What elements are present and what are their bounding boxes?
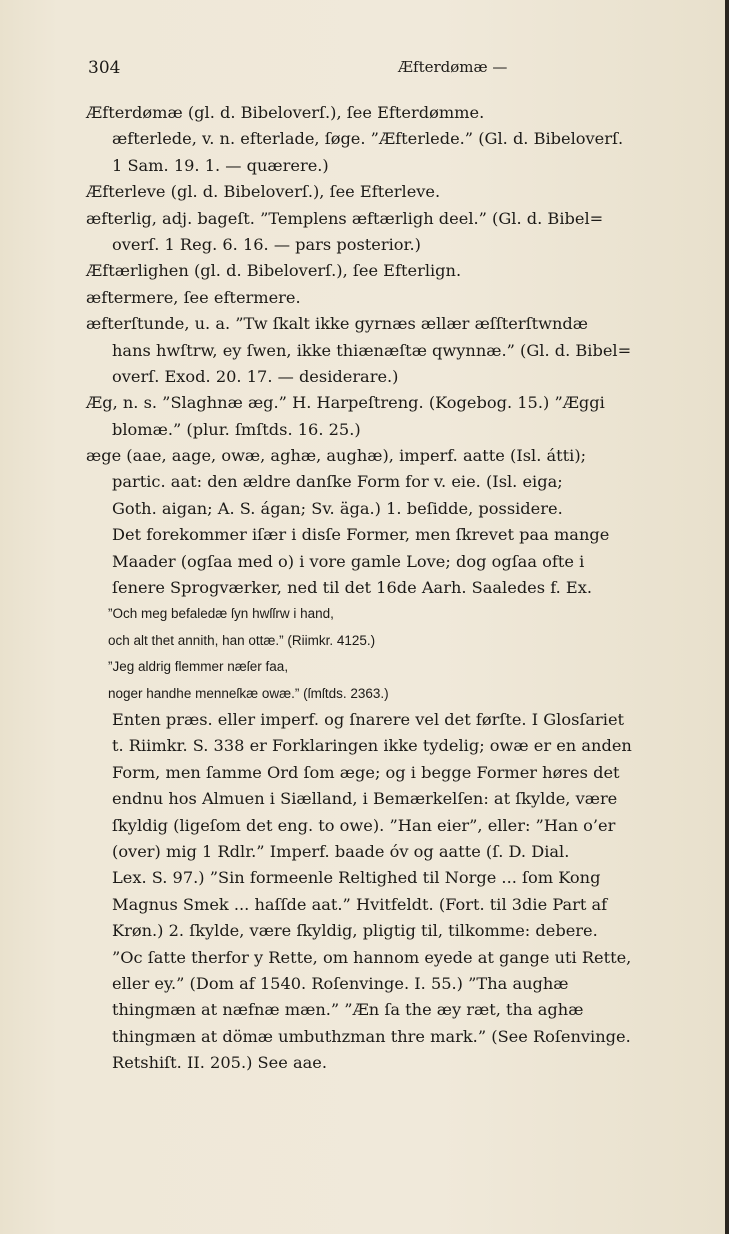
text-line: ”Oc ſatte therfor y Rette, om hannom eyede at gange uti Rette, bbox=[112, 947, 632, 967]
dictionary-entries bbox=[86, 100, 706, 1076]
quote-line: och alt thet annith, han ottæ.” (Riimkr. 4125.) bbox=[108, 632, 376, 648]
text-line: thingmæn at næfnæ mæn.” ”Æn ſa the æy ræt, tha aghæ bbox=[112, 1000, 584, 1020]
text-line: Retshiſt. II. 205.) See aae. bbox=[112, 1053, 327, 1073]
text-line: ſkyldig (ligeſom det eng. to owe). ”Han eier”, eller: ”Han o’er bbox=[112, 815, 616, 835]
text-line: endnu hos Almuen i Siælland, i Bemærkelſen: at ſkylde, være bbox=[112, 789, 618, 809]
text-line: æfterlig, adj. bageſt. ”Templens æftærligh deel.” (Gl. d. Bibel= bbox=[86, 208, 604, 228]
text-line: Form, men ſamme Ord ſom æge; og i begge Former høres det bbox=[112, 762, 620, 782]
text-line: (over) mig 1 Rdlr.” Imperf. baade óv og aatte (ſ. D. Dial. bbox=[112, 841, 570, 861]
text-line: Æftærlighen (gl. d. Bibeloverſ.), ſee Efterlign. bbox=[86, 261, 462, 281]
text-line: æfterſtunde, u. a. ”Tw ſkalt ikke gyrnæs ællær æſſterſtwndæ bbox=[86, 314, 588, 334]
page-header bbox=[88, 58, 669, 84]
text-line: Æfterleve (gl. d. Bibeloverſ.), ſee Efterleve. bbox=[86, 182, 441, 202]
page-number: 304 bbox=[88, 58, 121, 78]
text-line: Magnus Smek ... haſſde aat.” Hvitfeldt. (Fort. til 3die Part af bbox=[112, 894, 608, 914]
text-line: Æg, n. s. ”Slaghnæ æg.” H. Harpeſtreng. (Kogebog. 15.) ”Æggi bbox=[86, 393, 605, 413]
text-line: Maader (ogſaa med o) i vore gamle Love; dog ogſaa ofte i bbox=[112, 551, 585, 571]
quote-line: ”Jeg aldrig flemmer næſer faa, bbox=[108, 659, 289, 675]
running-head: Æfterdømæ — bbox=[398, 58, 508, 76]
text-line: overſ. Exod. 20. 17. — desiderare.) bbox=[112, 366, 399, 386]
text-line: t. Riimkr. S. 338 er Forklaringen ikke tydelig; owæ er en anden bbox=[112, 736, 632, 756]
text-line: hans hwſtrw, ey ſwen, ikke thiænæſtæ qwynnæ.” (Gl. d. Bibel= bbox=[112, 340, 632, 360]
text-line: overſ. 1 Reg. 6. 16. — pars posterior.) bbox=[112, 234, 421, 254]
text-line: blomæ.” (plur. ſmſtds. 16. 25.) bbox=[112, 419, 361, 439]
text-line: Goth. aigan; A. S. ágan; Sv. äga.) 1. beſidde, possidere. bbox=[112, 498, 563, 518]
text-line: ſenere Sprogværker, ned til det 16de Aarh. Saaledes f. Ex. bbox=[112, 578, 593, 598]
text-line: æfterlede, v. n. efterlade, ſøge. ”Æfterlede.” (Gl. d. Bibeloverſ. bbox=[112, 129, 624, 149]
text-line: Lex. S. 97.) ”Sin formeenle Reltighed til Norge ... ſom Kong bbox=[112, 868, 601, 888]
text-line: Krøn.) 2. ſkylde, være ſkyldig, pligtig til, tilkomme: debere. bbox=[112, 921, 598, 941]
text-line: eller ey.” (Dom af 1540. Roſenvinge. I. 55.) ”Tha aughæ bbox=[112, 973, 569, 993]
text-line: æftermere, ſee eftermere. bbox=[86, 287, 301, 307]
text-line: thingmæn at dömæ umbuthzman thre mark.” (See Roſenvinge. bbox=[112, 1026, 631, 1046]
quote-line: noger handhe menneſkæ owæ.” (ſmſtds. 2363.) bbox=[108, 685, 389, 701]
text-line: 1 Sam. 19. 1. — quærere.) bbox=[112, 155, 329, 175]
page-edge bbox=[725, 0, 729, 1234]
text-line: Enten præs. eller imperf. og ſnarere vel det førſte. I Glosſariet bbox=[112, 709, 625, 729]
text-line: Æfterdømæ (gl. d. Bibeloverſ.), ſee Efterdømme. bbox=[86, 103, 485, 122]
quote-line: ”Och meg befaledæ ſyn hwſſrw i hand, bbox=[108, 606, 334, 622]
text-line: Det forekommer iſær i disſe Former, men ſkrevet paa mange bbox=[112, 525, 610, 545]
text-line: æge (aae, aage, owæ, aghæ, aughæ), imperf. aatte (Isl. átti); bbox=[86, 446, 587, 466]
text-line: partic. aat: den ældre danſke Form for v. eie. (Isl. eiga; bbox=[112, 472, 563, 492]
